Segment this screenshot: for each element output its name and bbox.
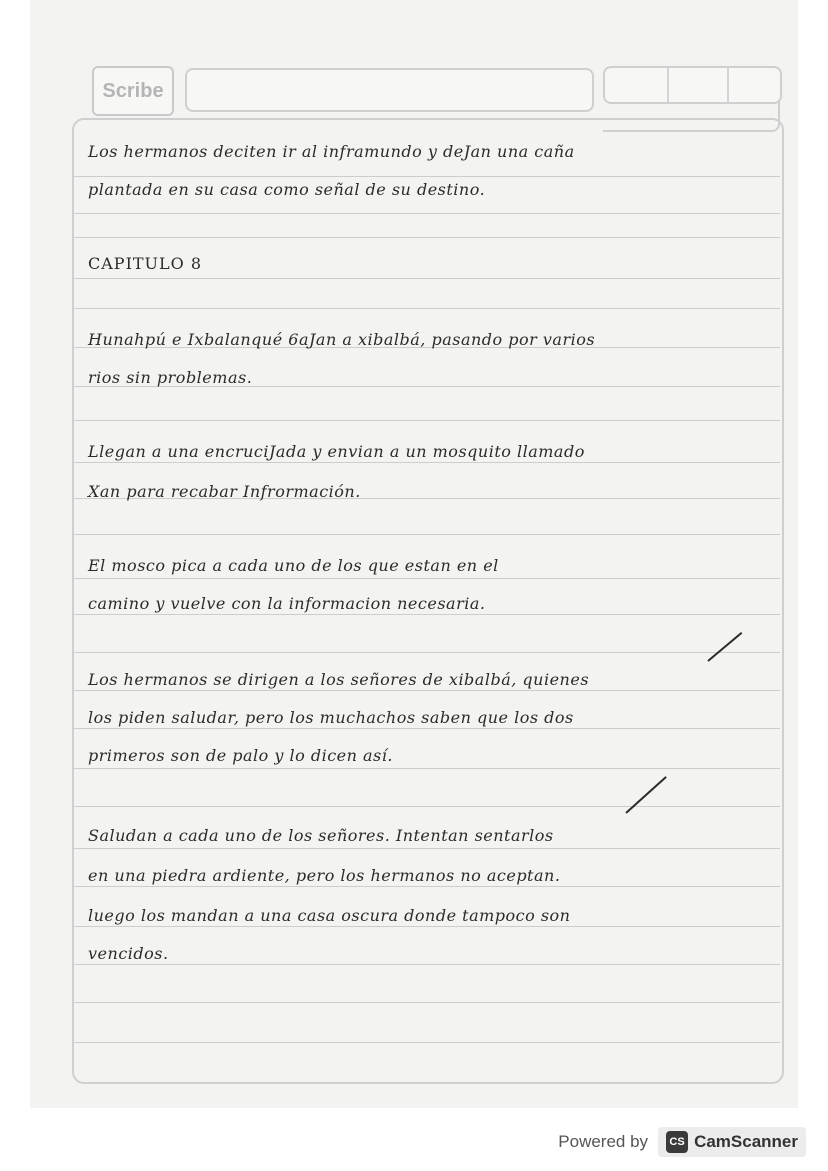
ruled-line (74, 278, 780, 279)
ruled-line (74, 848, 780, 849)
ruled-line (74, 1002, 780, 1003)
handwritten-line: Llegan a una encruciJada y envian a un mosquito llamado (88, 442, 585, 461)
header-title-field (185, 68, 594, 112)
ruled-line (74, 806, 780, 807)
ruled-line (74, 176, 780, 177)
date-divider (727, 68, 729, 102)
ruled-line (74, 886, 780, 887)
handwritten-line: luego los mandan a una casa oscura donde tampoco son (88, 906, 571, 925)
scanner-watermark (558, 1124, 806, 1160)
handwritten-line: Hunahpú e Ixbalanqué 6aJan a xibalbá, pasando por varios (88, 330, 596, 349)
handwritten-line: Saludan a cada uno de los señores. Intentan sentarlos (88, 826, 554, 845)
handwritten-line: los piden saludar, pero los muchachos saben que los dos (88, 708, 574, 727)
ruled-line (74, 926, 780, 927)
handwritten-line: plantada en su casa como señal de su destino. (88, 180, 486, 199)
ruled-line (74, 728, 780, 729)
powered-by-label: Powered by (558, 1132, 649, 1151)
handwritten-line: vencidos. (88, 944, 169, 963)
handwritten-line: El mosco pica a cada uno de los que estan en el (88, 556, 499, 575)
ruled-line (74, 652, 780, 653)
ruled-line (74, 1042, 780, 1043)
ruled-line (74, 462, 780, 463)
handwritten-line: primeros son de palo y lo dicen así. (88, 746, 393, 765)
handwritten-line: en una piedra ardiente, pero los hermanos no aceptan. (88, 866, 561, 885)
ruled-line (74, 308, 780, 309)
handwritten-line: Los hermanos se dirigen a los señores de xibalbá, quienes (88, 670, 590, 689)
handwritten-line: rios sin problemas. (88, 368, 253, 387)
handwritten-line: Xan para recabar Infrormación. (88, 482, 361, 501)
handwritten-line: camino y vuelve con la informacion necesaria. (88, 594, 486, 613)
scribe-logo (92, 66, 174, 116)
scribe-logo-text: Scribe (102, 79, 164, 102)
camscanner-badge (658, 1127, 806, 1157)
header-date-field (603, 66, 782, 104)
date-divider (667, 68, 669, 102)
handwritten-line: Los hermanos deciten ir al inframundo y deJan una caña (88, 142, 575, 161)
ruled-line (74, 420, 780, 421)
camscanner-brand: CamScanner (694, 1132, 798, 1151)
chapter-heading: CAPITULO 8 (88, 254, 203, 273)
ruled-line (74, 578, 780, 579)
notebook-page (30, 0, 798, 1108)
ruled-line (74, 690, 780, 691)
ruled-line (74, 768, 780, 769)
ruled-line (74, 964, 780, 965)
ruled-line (74, 534, 780, 535)
camscanner-logo-icon: CS (666, 1131, 688, 1153)
ruled-line (74, 614, 780, 615)
ruled-line (74, 213, 780, 214)
ruled-line (74, 237, 780, 238)
